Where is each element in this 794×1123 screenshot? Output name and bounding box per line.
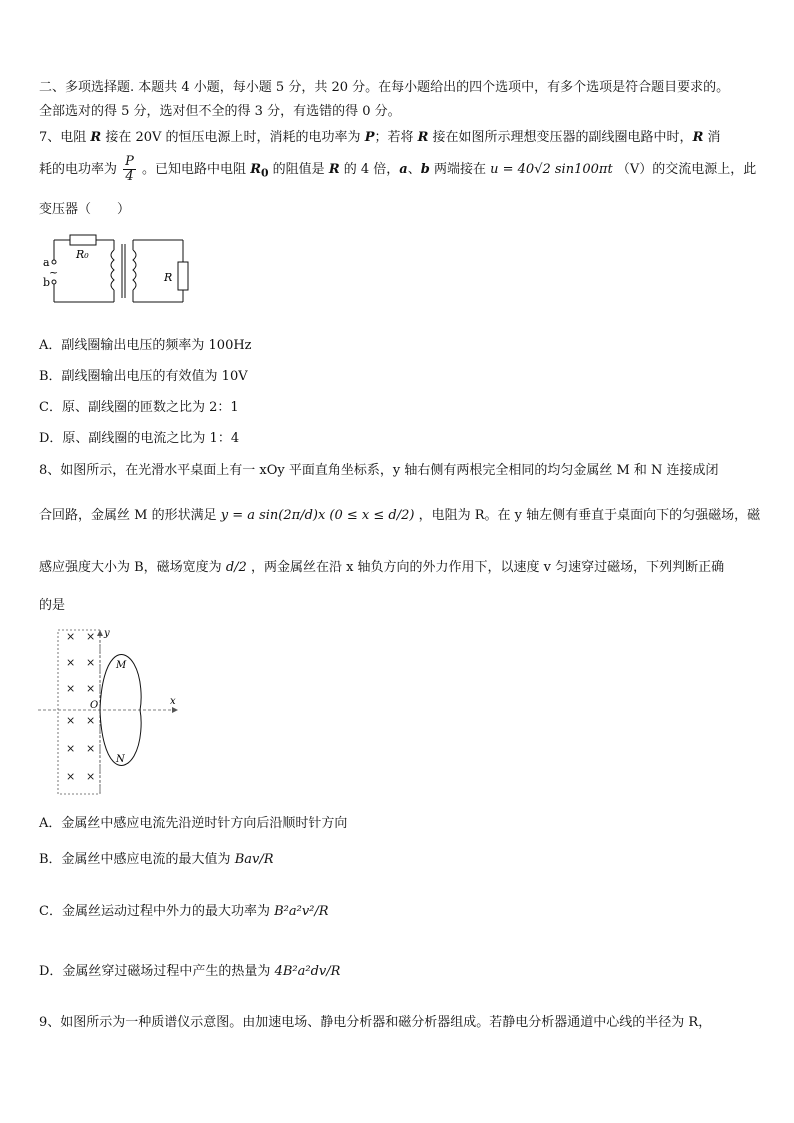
field-cross: ×: [86, 656, 96, 669]
q9-line1: 9、如图所示为一种质谱仪示意图。由加速电场、静电分析器和磁分析器组成。若静电分析器通道中心线的半径为 R，: [39, 1015, 712, 1030]
field-cross: ×: [86, 770, 96, 783]
field-cross: ×: [86, 630, 96, 643]
field-cross: ×: [66, 682, 76, 695]
magnetic-field-figure: [38, 624, 184, 800]
axis-label-y: y: [104, 628, 110, 639]
label-r0: R₀: [76, 248, 89, 261]
field-cross: ×: [86, 714, 96, 727]
section-heading-line1: 二、多项选择题. 本题共 4 小题，每小题 5 分，共 20 分。在每小题给出的四个选项中，有多个选项是符合题目要求的。: [39, 80, 730, 95]
field-cross: ×: [66, 770, 76, 783]
q8-option-b: B．金属丝中感应电流的最大值为 Bav/R: [39, 852, 274, 867]
field-cross: ×: [66, 656, 76, 669]
field-cross: ×: [66, 714, 76, 727]
origin-label: O: [90, 700, 99, 711]
terminal-b: [52, 280, 56, 284]
q7-option-c: C．原、副线圈的匝数之比为 2：1: [39, 400, 239, 415]
axis-label-x: x: [170, 696, 176, 707]
field-cross: ×: [86, 742, 96, 755]
q8-option-a: A．金属丝中感应电流先沿逆时针方向后沿顺时针方向: [39, 816, 348, 831]
q7-line1: 7、电阻 R 接在 20V 的恒压电源上时，消耗的电功率为 P；若将 R 接在如图所示理想变压器的副线圈电路中时，R 消: [39, 130, 721, 145]
wire-shape-formula: y = a sin(2π/d)x (0 ≤ x ≤ d/2): [220, 508, 415, 523]
q8-option-c: C．金属丝运动过程中外力的最大功率为 B²a²v²/R: [39, 904, 329, 919]
section-heading-line2: 全部选对的得 5 分，选对但不全的得 3 分，有选错的得 0 分。: [39, 104, 401, 119]
resistor-r: [178, 262, 188, 290]
q7-option-b: B．副线圈输出电压的有效值为 10V: [39, 369, 248, 384]
resistor-r0: [70, 235, 96, 245]
max-current-formula: Bav/R: [234, 852, 274, 867]
label-r: R: [164, 271, 173, 284]
wire-label-n: N: [116, 754, 125, 765]
transformer-circuit-diagram: [40, 228, 190, 310]
q7-line2: 耗的电功率为 $\frac{P}{4}$ 。已知电路中电阻 $R_0$ 的阻值是 R 的 4 倍，a、b 两端接在 u = 40√2 sin100πt （V）的交流电源上，此: [39, 154, 757, 184]
field-cross: ×: [86, 682, 96, 695]
label-b: b: [43, 276, 51, 289]
source-voltage-formula: u = 40√2 sin100πt: [490, 162, 613, 177]
field-width-formula: d/2: [225, 560, 247, 575]
label-a: a: [43, 256, 50, 269]
q8-option-d: D．金属丝穿过磁场过程中产生的热量为 4B²a²dv/R: [39, 964, 341, 979]
q8-line4: 的是: [39, 598, 66, 613]
q8-line2: 合回路，金属丝 M 的形状满足 y = a sin(2π/d)x (0 ≤ x ≤ d/2) ，电阻为 R。在 y 轴左侧有垂直于桌面向下的匀强磁场，磁: [39, 508, 761, 523]
q7-line3: 变压器（ ）: [39, 202, 131, 217]
max-power-formula: B²a²v²/R: [274, 904, 329, 919]
label-tilde: ~: [49, 266, 59, 279]
q7-option-a: A．副线圈输出电压的频率为 100Hz: [39, 338, 252, 353]
wire-label-m: M: [116, 660, 127, 671]
q7-option-d: D．原、副线圈的电流之比为 1：4: [39, 431, 240, 446]
field-cross: ×: [66, 630, 76, 643]
power-fraction: $\frac{P}{4}$: [125, 154, 134, 184]
heat-formula: 4B²a²dv/R: [274, 964, 341, 979]
terminal-a: [52, 260, 56, 264]
q8-line1: 8、如图所示，在光滑水平桌面上有一 xOy 平面直角坐标系，y 轴右侧有两根完全相同的均匀金属丝 M 和 N 连接成闭: [39, 463, 719, 478]
q8-line3: 感应强度大小为 B，磁场宽度为 d/2 ，两金属丝在沿 x 轴负方向的外力作用下，以速度 v 匀速穿过磁场，下列判断正确: [39, 560, 725, 575]
field-cross: ×: [66, 742, 76, 755]
